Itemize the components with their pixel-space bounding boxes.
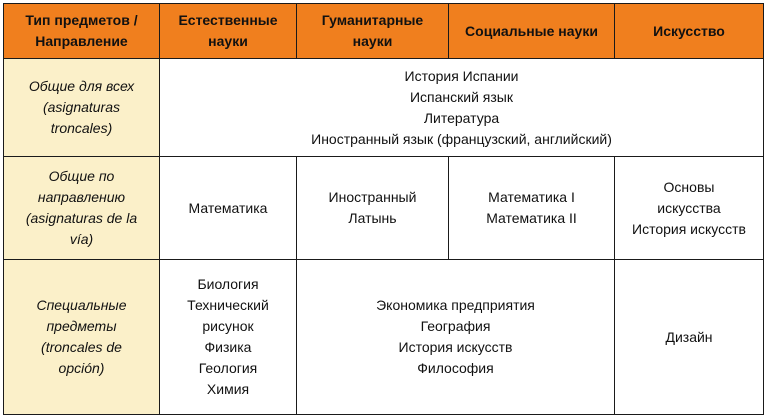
curriculum-table-wrapper [3,3,763,411]
subject-item: Литература [423,109,500,126]
cell-track-arts [615,157,764,260]
row-label-line: Общие по [48,168,115,184]
header-subject-type [4,4,160,59]
header-line: Гуманитарные [321,12,424,28]
header-line: Естественные [178,12,278,28]
header-line: Искусство [653,22,725,39]
cell-track-humanities [297,157,449,260]
cell-special-humanities-social [297,260,615,415]
subject-item: История Испании [404,67,519,84]
header-arts [615,4,764,59]
row-label-line: Общие для всех [28,78,135,94]
header-line: науки [208,33,248,49]
row-label-line: Специальные [36,297,127,313]
row-label-general [4,59,160,157]
row-label-line: vía) [69,231,94,247]
row-label-line: направлению [37,189,126,205]
cell-track-social [449,157,615,260]
row-label-line: (asignaturas de la [25,210,138,226]
header-line: Социальные науки [465,22,598,39]
header-line: науки [352,33,393,49]
header-humanities [297,4,449,59]
cell-general-all [160,59,764,157]
row-label-line: opción) [58,360,105,376]
header-line: Тип предметов / [25,12,138,28]
header-natural-sciences [160,4,297,59]
subject-item: Философия [417,360,494,376]
row-label-line: (asignaturas [42,99,121,115]
row-label-special [4,260,160,415]
subject-item: Геология [198,360,258,376]
subject-item: Основы [663,178,715,195]
subject-item: Технический [187,297,269,313]
row-label-line: troncales) [50,120,113,136]
subject-item: Иностранный [328,189,417,205]
cell-track-natural [160,157,297,260]
curriculum-table [3,3,764,415]
row-label-track [4,157,160,260]
row-label-line: (troncales de [41,339,122,355]
subject-item: История искусств [398,339,513,355]
subject-item: Математика I [488,189,575,205]
subject-item: Биология [197,276,259,292]
cell-special-arts [615,260,764,415]
subject-item: Латынь [348,210,397,226]
table-row-special [4,260,764,415]
subject-item: Физика [204,339,252,355]
header-line: Направление [35,33,128,49]
subject-item: Математика II [486,210,577,226]
subject-item: Математика [188,199,268,216]
subject-item: искусства [657,199,721,216]
subject-item: Иностранный язык (французский, английский) [311,130,612,147]
header-row [4,4,764,59]
cell-special-natural [160,260,297,415]
subject-item: Экономика предприятия [376,297,535,313]
subject-item: Химия [206,381,250,397]
subject-item: История искусств [632,220,746,237]
subject-item: География [420,318,491,334]
subject-item: рисунок [202,318,254,334]
table-row-track [4,157,764,260]
row-label-line: предметы [46,318,117,334]
table-row-general [4,59,764,157]
header-social-sciences [449,4,615,59]
subject-item: Дизайн [665,328,713,345]
subject-item: Испанский язык [409,88,513,105]
